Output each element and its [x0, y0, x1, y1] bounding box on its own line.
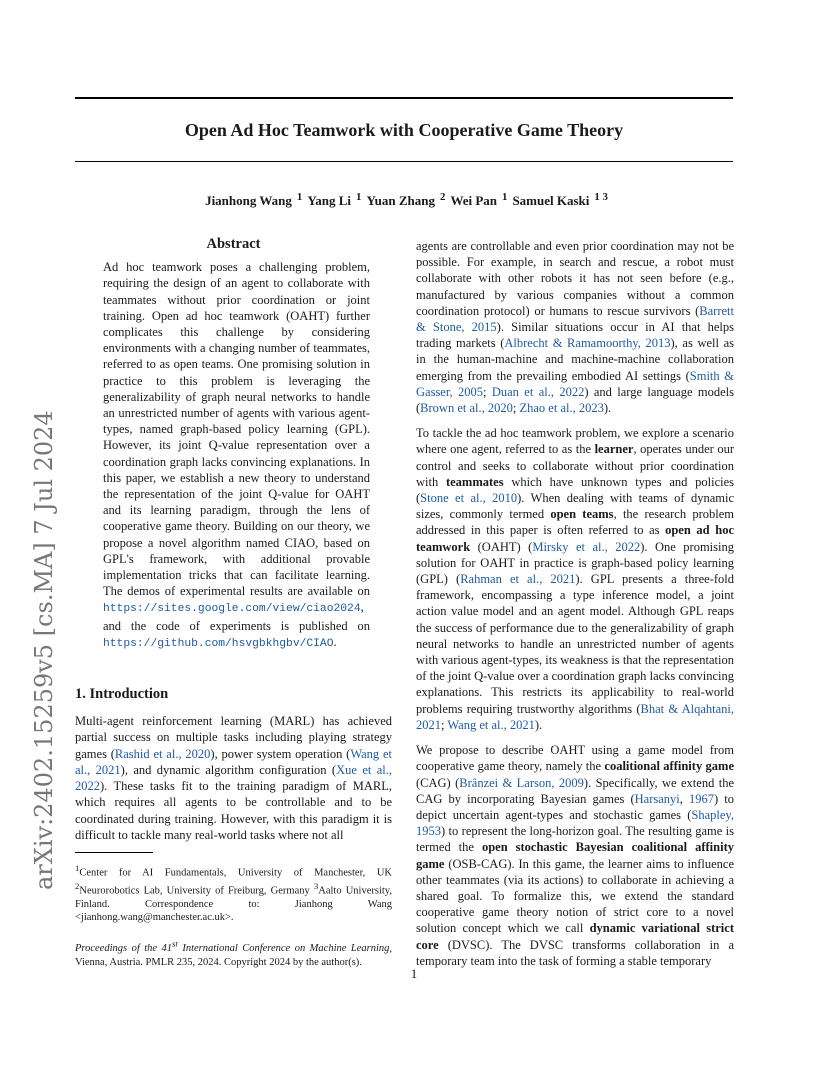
text-run: ) and large language models ( [416, 384, 734, 416]
body-paragraph [416, 425, 734, 733]
citation-link[interactable]: Brown et al., 2020 [420, 401, 513, 416]
text-run: , the research problem addressed in this paper is often referred to as [416, 507, 734, 538]
text-run: ). Similar situations occur in AI that helps trading markets ( [416, 320, 734, 351]
text-run: ; [441, 717, 448, 732]
right-column [416, 238, 734, 978]
footnote-line: Aalto University, Finland. Correspondence to: Jianhong Wang <jianhong.wang@manchester.ac.uk>. [75, 885, 392, 924]
abstract-text [103, 259, 370, 652]
text-run: ). [534, 717, 543, 732]
citation-link[interactable]: Bhat & Alqahtani, 2021 [416, 701, 735, 732]
proceedings-venue: International Conference on Machine Learning [177, 943, 390, 955]
affiliation-footnote [75, 862, 392, 925]
citation-link[interactable]: Xue et al., 2022 [75, 762, 393, 794]
citation-link[interactable]: Harsanyi [634, 791, 680, 806]
text-run: (OAHT) ( [470, 539, 533, 554]
proceedings-rest: , Vienna, Austria. PMLR 235, 2024. Copyright 2024 by the author(s). [75, 943, 392, 969]
title-top-rule [75, 97, 733, 99]
citation-link[interactable]: Shapley, 1953 [416, 807, 734, 839]
citation-link[interactable]: Mirsky et al., 2022 [532, 539, 641, 554]
text-run: (DVSC). The DVSC transforms collaboration in a temporary team into the task of forming a stable temporary [416, 937, 734, 968]
introduction-heading: 1. Introduction [75, 686, 169, 703]
citation-link[interactable]: Duan et al., 2022 [491, 384, 585, 399]
text-run: , [679, 791, 690, 806]
footnote-mark: 2 [75, 880, 80, 891]
citation-link[interactable]: Zhao et al., 2023 [519, 401, 604, 416]
bold-term: open teams [550, 507, 614, 522]
text-run: ) to represent the long-horizon goal. The resulting game is termed the [416, 824, 734, 855]
proceedings-ordinal-suffix: st [172, 938, 178, 949]
author-name: Yuan Zhang [366, 193, 436, 209]
text-run: To tackle the ad hoc teamwork problem, we explore a scenario where one agent, referred to as the [416, 426, 734, 457]
footnote-mark: 1 [75, 862, 80, 873]
citation-link[interactable]: Wang et al., 2021 [447, 717, 535, 732]
author-name: Samuel Kaski [512, 193, 590, 209]
citation-link[interactable]: Rahman et al., 2021 [460, 572, 576, 587]
body-paragraph [416, 742, 734, 969]
footnote-rule [75, 852, 153, 853]
citation-link[interactable]: Barrett & Stone, 2015 [416, 303, 734, 335]
text-run: Multi-agent reinforcement learning (MARL) has achieved partial success on multiple tasks including playing strategy games ( [75, 714, 392, 761]
bold-term: open stochastic Bayesian coalitional affinity game [416, 840, 734, 871]
code-url-link[interactable]: https://github.com/hsvgbkhgbv/CIAO [103, 637, 334, 650]
text-run: ). [603, 401, 612, 416]
footnote-line: Neurorobotics Lab, University of Freiburg, Germany [79, 885, 314, 897]
abstract-text-part: , and the code of experiments is published on [103, 600, 370, 633]
text-run: , operates under our control and seeks to collaborate without prior coordination with [416, 442, 734, 489]
author-affiliation-mark: 1 3 [594, 191, 608, 203]
text-run: which have unknown types and policies ( [416, 474, 734, 506]
author-name: Jianhong Wang [205, 193, 292, 209]
text-run: ). These tasks fit to the training paradigm of MARL, which requires all agents to be controllable and to be coordinated during training. However, with this paradigm it is difficult to tackle many real-world tasks where not all [75, 779, 392, 842]
bold-term: teammates [445, 474, 504, 489]
bold-term: dynamic variational strict core [416, 921, 734, 952]
text-run: ), and dynamic algorithm configuration ( [120, 762, 337, 777]
text-run: (CAG) ( [416, 775, 460, 790]
arxiv-identifier[interactable]: arXiv:2402.15259v5 [cs.MA] 7 Jul 2024 [30, 410, 58, 890]
author-affiliation-mark: 1 [356, 191, 362, 203]
citation-link[interactable]: Albrecht & Ramamoorthy, 2013 [504, 336, 671, 351]
abstract-text-part: . [333, 634, 337, 649]
text-run: ), power system operation ( [210, 746, 351, 761]
intro-paragraph [75, 713, 392, 843]
text-run: ), as well as in the human-machine and machine-machine collaboration emerging from the prevailing embodied AI settings ( [416, 336, 734, 383]
text-run: agents are controllable and even prior coordination may not be possible. For example, in search and rescue, a robot must collaborate with other robots it has not seen before (e.g., manufactured by various companies without a common coordination protocol) or humans to rescue survivors ( [416, 239, 734, 318]
citation-link[interactable]: Stone et al., 2010 [420, 491, 518, 506]
bold-term: learner [594, 442, 634, 457]
bold-term: coalitional affinity game [604, 759, 734, 774]
citation-link[interactable]: Smith & Gasser, 2005 [416, 368, 734, 399]
citation-link[interactable]: 1967 [689, 791, 715, 806]
author-name: Wei Pan [450, 193, 498, 209]
text-run: ). When dealing with teams of dynamic sizes, commonly termed [416, 491, 734, 522]
proceedings-ordinal: 41 [161, 943, 173, 955]
bold-term: open ad hoc teamwork [416, 523, 735, 554]
title-bottom-rule [75, 161, 733, 162]
left-column [75, 236, 392, 970]
footnote-line: Center for AI Fundamentals, University of Manchester, UK [79, 867, 392, 879]
citation-link[interactable]: Rashid et al., 2020 [114, 746, 211, 761]
author-affiliation-mark: 1 [502, 191, 508, 203]
text-run: ). Specifically, we extend the CAG by incorporating Bayesian games ( [416, 775, 734, 806]
text-run: We propose to describe OAHT using a game model from cooperative game theory, namely the [416, 743, 734, 774]
text-run: ). One promising solution for OAHT in practice is graph-based policy learning (GPL) ( [416, 539, 734, 587]
proceedings-prefix: Proceedings of the [75, 943, 162, 955]
abstract-heading: Abstract [206, 236, 261, 252]
text-run: ). GPL presents a three-fold framework, encompassing a type inference model, a joint action value model and an agent model. Although GPL reaps the success of performance due to the generalizability of graph neural networks to handle an unrestricted number of agents with various agent-types, its weakness is that the representation of the joint Q-value over a coordination graph lacks convincing explanations. This restricts its applicability to real-world problems requiring trustworthy algorithms ( [416, 572, 735, 716]
body-paragraph [416, 238, 734, 416]
abstract-text-part: Ad hoc teamwork poses a challenging problem, requiring the design of an agent to collaborate with teammates without prior coordination or joint training. Open ad hoc teamwork (OAHT) further complicates this challenge by considering environments with a changing number of teammates, referred to as open teams. One promising solution in practice to this problem is leveraging the generalizability of graph neural networks to handle an unrestricted number of agents with various agent-types, named graph-based policy learning (GPL). However, its joint Q-value representation over a coordination graph lacks convincing explanations. In this paper, we establish a new theory to understand the representation of the joint Q-value for OAHT and its learning paradigm, through the lens of cooperative game theory. Building on our theory, we propose a novel algorithm named CIAO, based on GPL's framework, with additional provable implementation tricks that can facilitate learning. The demos of experimental results are available on [103, 260, 370, 599]
paper-title: Open Ad Hoc Teamwork with Cooperative Game Theory [184, 120, 624, 140]
text-run: ; [483, 384, 492, 399]
author-affiliation-mark: 2 [440, 191, 446, 203]
page-number: 1 [410, 966, 418, 981]
author-name: Yang Li [307, 193, 352, 209]
citation-link[interactable]: Wang et al., 2021 [75, 746, 392, 777]
author-list [75, 191, 733, 209]
demo-url-link[interactable]: https://sites.google.com/view/ciao2024 [103, 603, 361, 616]
footnote-mark: 3 [313, 880, 319, 891]
citation-link[interactable]: Brânzei & Larson, 2009 [459, 775, 584, 790]
text-run: ) to depict uncertain agent-types and stochastic games ( [416, 791, 735, 822]
text-run: ; [512, 401, 520, 416]
text-run: (OSB-CAG). In this game, the learner aims to influence other teammates (via its actions) to collaborate in achieving a shared goal. To formalize this, we extend the standard cooperative game theory notion of strict core to a novel solution concept which we call [416, 856, 734, 936]
author-affiliation-mark: 1 [296, 191, 303, 203]
